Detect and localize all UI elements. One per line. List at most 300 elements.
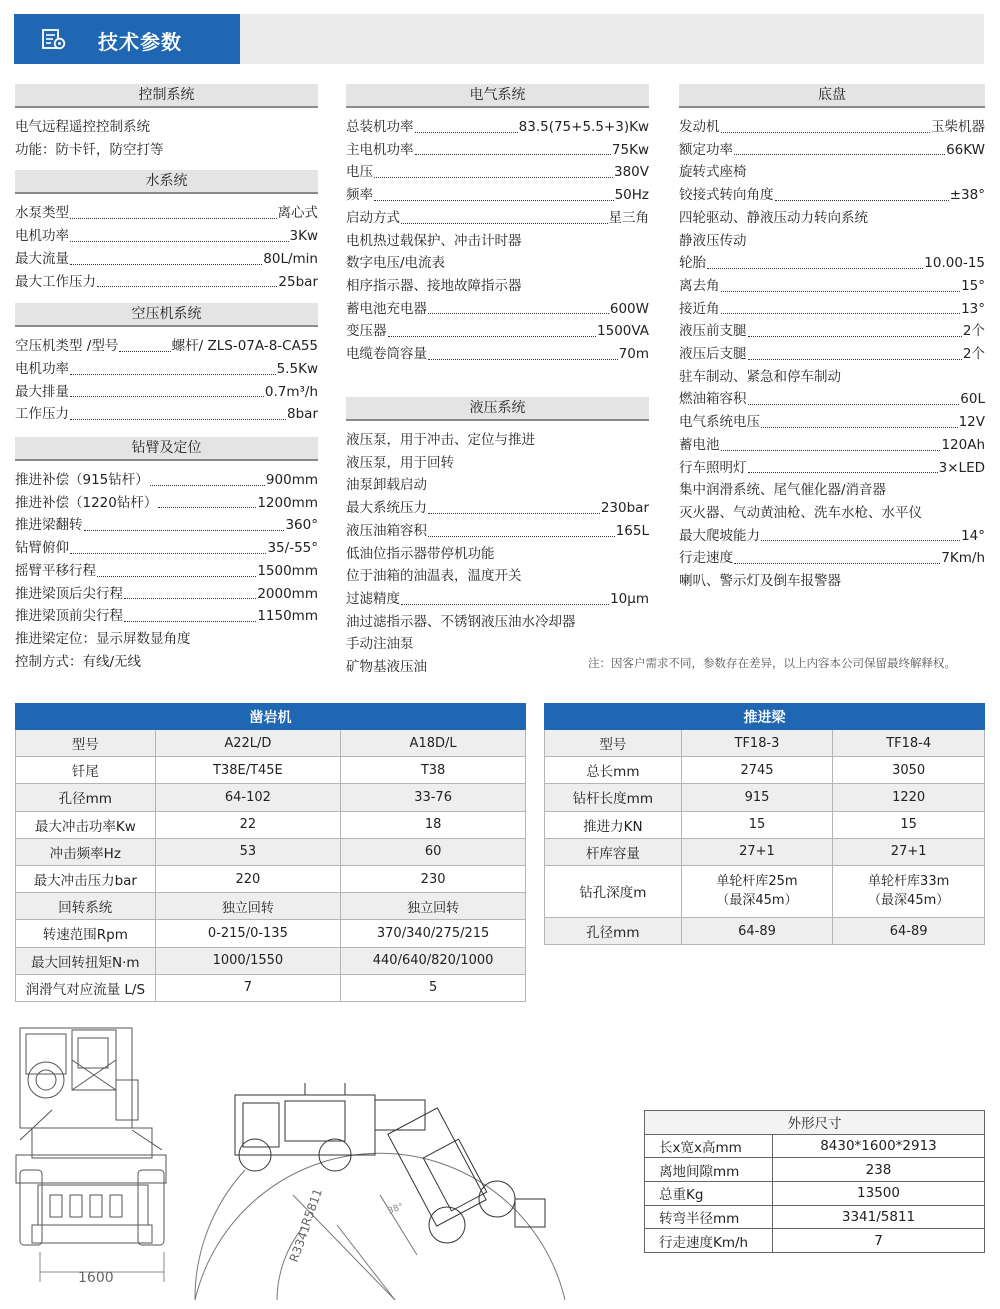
dot-leader [748, 343, 962, 360]
spec-row [679, 547, 985, 570]
chassis-rows [679, 116, 985, 593]
dot-leader [70, 403, 286, 420]
spec-row [679, 366, 985, 389]
spec-value: 0.7m³/h [264, 383, 318, 400]
spec-value: 360° [285, 517, 318, 534]
spec-label: 液压油箱容积 [346, 522, 427, 539]
table-row [545, 730, 985, 757]
dot-leader [158, 492, 256, 509]
spec-label: 推进梁翻转 [15, 517, 83, 534]
spec-label: 摇臂平移行程 [15, 562, 96, 579]
spec-row [679, 434, 985, 457]
spec-value: 1150mm [257, 608, 318, 625]
spec-label: 行车照明灯 [679, 459, 747, 476]
dot-leader [70, 381, 264, 398]
spec-label: 液压后支腿 [679, 346, 747, 363]
row-header-cell: 钻孔深度m [545, 865, 682, 917]
electrical-section-title: 电气系统 [346, 84, 649, 108]
spec-value: 165L [615, 522, 649, 539]
spec-label: 相序指示器、接地故障指示器 [346, 277, 522, 294]
spec-value: 12V [958, 414, 985, 431]
row-header-cell: 杆库容量 [545, 838, 682, 865]
spec-label: 电压 [346, 164, 373, 181]
value-cell: TF18-3 [681, 730, 833, 757]
spec-label: 液压泵，用于回转 [346, 454, 454, 471]
table-row [545, 757, 985, 784]
dot-leader [748, 320, 962, 337]
dot-leader [748, 388, 960, 405]
row-header-cell: 转速范围Rpm [16, 920, 156, 947]
spec-value: 星三角 [608, 209, 649, 226]
spec-row [679, 298, 985, 321]
dot-leader [97, 271, 277, 288]
spec-row [679, 502, 985, 525]
dot-leader [124, 583, 256, 600]
spec-label: 蓄电池充电器 [346, 300, 427, 317]
spec-label: 轮胎 [679, 255, 706, 272]
table-row [16, 947, 526, 974]
value-cell: 单轮杆库25m （最深45m） [681, 865, 833, 917]
spec-label: 电气系统电压 [679, 414, 760, 431]
table-row [16, 974, 526, 1001]
value-cell: 5 [341, 974, 526, 1001]
spec-label: 启动方式 [346, 209, 400, 226]
dot-leader [761, 525, 960, 542]
spec-label: 液压前支腿 [679, 323, 747, 340]
spec-row [346, 633, 649, 656]
spec-line: 推进梁定位：显示屏数显角度 [15, 630, 191, 647]
dot-leader [707, 252, 923, 269]
row-header-cell: 孔径mm [545, 917, 682, 944]
value-cell: A18D/L [341, 730, 526, 757]
inner-radius-label: R3341 [286, 1222, 314, 1265]
spec-label: 最大流量 [15, 250, 69, 267]
dimensions-table [644, 1110, 985, 1253]
value-cell: 440/640/820/1000 [341, 947, 526, 974]
value-cell: 8430*1600*2913 [773, 1134, 985, 1158]
outer-radius-label: R5811 [298, 1186, 326, 1229]
spec-column-middle-lower [346, 397, 649, 679]
table-row [545, 838, 985, 865]
spec-row [15, 335, 318, 358]
spec-row [679, 525, 985, 548]
spec-row [15, 537, 318, 560]
spec-label: 油过滤指示器、不锈钢液压油水冷却器 [346, 613, 576, 630]
compressor-rows [15, 335, 318, 426]
row-header-cell: 润滑气对应流量 L/S [16, 974, 156, 1001]
value-cell: 1220 [833, 784, 985, 811]
spec-row [346, 474, 649, 497]
spec-row [346, 298, 649, 321]
spec-label: 水泵类型 [15, 205, 69, 222]
spec-row [346, 252, 649, 275]
spec-label: 过滤精度 [346, 590, 400, 607]
dot-leader [84, 514, 285, 531]
spec-row [346, 230, 649, 253]
spec-label: 集中润滑系统、尾气催化器/消音器 [679, 482, 887, 499]
spec-label: 工作压力 [15, 406, 69, 423]
spec-label: 推进梁顶后尖行程 [15, 585, 123, 602]
spec-label: 变压器 [346, 323, 387, 340]
value-cell: 27+1 [681, 838, 833, 865]
spec-row [15, 583, 318, 606]
row-header-cell: 冲击频率Hz [16, 838, 156, 865]
spec-value: 13° [961, 300, 985, 317]
value-cell: 53 [155, 838, 341, 865]
control-lines [15, 116, 318, 161]
dot-leader [428, 497, 600, 514]
hydraulic-section-title: 液压系统 [346, 397, 649, 421]
dot-leader [401, 207, 608, 224]
spec-row [15, 403, 318, 426]
hydraulic-rows [346, 429, 649, 679]
spec-label: 接近角 [679, 300, 720, 317]
spec-value: 10.00-15 [924, 255, 985, 272]
spec-label: 发动机 [679, 119, 720, 135]
value-cell: 2745 [681, 757, 833, 784]
spec-value: 380V [613, 164, 649, 181]
dot-leader [374, 161, 613, 178]
spec-value: 2000mm [257, 585, 318, 602]
spec-label: 蓄电池 [679, 436, 720, 453]
spec-column-right [679, 84, 985, 593]
spec-row [15, 225, 318, 248]
spec-label: 低油位指示器带停机功能 [346, 545, 495, 562]
spec-row [679, 207, 985, 230]
spec-label: 电机热过载保护、冲击计时器 [346, 232, 522, 249]
rock-drill-table-title: 凿岩机 [16, 704, 526, 730]
spec-row [15, 271, 318, 294]
spec-value: 2个 [962, 323, 985, 340]
spec-row [346, 320, 649, 343]
spec-row [346, 497, 649, 520]
value-cell: 238 [773, 1158, 985, 1182]
spec-row [15, 381, 318, 404]
dot-leader [415, 139, 611, 156]
control-section-title: 控制系统 [15, 84, 318, 108]
feed-beam-table [544, 703, 985, 945]
row-header-cell: 长x宽x高mm [645, 1134, 773, 1158]
spec-row [15, 202, 318, 225]
spec-label: 静液压传动 [679, 232, 747, 249]
row-header-cell: 最大回转扭矩N·m [16, 947, 156, 974]
page-title: 技术参数 [98, 30, 182, 54]
dot-leader [428, 298, 609, 315]
spec-row [346, 588, 649, 611]
spec-label: 灭火器、气动黄油枪、洗车水枪、水平仪 [679, 504, 922, 521]
dot-leader [70, 358, 276, 375]
dot-leader [734, 139, 945, 156]
spec-row [346, 520, 649, 543]
spec-row [679, 457, 985, 480]
value-cell: 独立回转 [155, 893, 341, 920]
dot-leader [70, 202, 277, 219]
spec-label: 喇叭、警示灯及倒车报警器 [679, 573, 841, 590]
value-cell: 0-215/0-135 [155, 920, 341, 947]
dot-leader [388, 320, 597, 337]
table-row [645, 1182, 985, 1206]
spec-row [346, 611, 649, 634]
table-row [545, 917, 985, 944]
chassis-section-title: 底盘 [679, 84, 985, 108]
spec-value: ±38° [949, 187, 985, 204]
value-cell: 1000/1550 [155, 947, 341, 974]
value-cell: 220 [155, 865, 341, 892]
spec-row [679, 252, 985, 275]
value-cell: 15 [681, 811, 833, 838]
spec-label: 铰接式转向角度 [679, 187, 774, 204]
spec-row [679, 343, 985, 366]
spec-row [346, 565, 649, 588]
dot-leader [734, 547, 940, 564]
value-cell: 60 [341, 838, 526, 865]
table-row [545, 784, 985, 811]
spec-value: 3Kw [289, 228, 318, 245]
row-header-cell: 转弯半径mm [645, 1205, 773, 1229]
value-cell: 230 [341, 865, 526, 892]
water-section-title: 水系统 [15, 170, 318, 194]
electrical-rows [346, 116, 649, 366]
spec-value: 230bar [600, 500, 649, 517]
row-header-cell: 行走速度Km/h [645, 1229, 773, 1253]
spec-value: 8bar [287, 406, 318, 423]
spec-value: 离心式 [277, 205, 318, 222]
spec-label: 最大排量 [15, 383, 69, 400]
table-row [16, 730, 526, 757]
table-row [16, 811, 526, 838]
row-header-cell: 孔径mm [16, 784, 156, 811]
spec-label: 燃油箱容积 [679, 391, 747, 408]
value-cell: 7 [155, 974, 341, 1001]
spec-label: 钻臂俯仰 [15, 540, 69, 557]
value-cell: A22L/D [155, 730, 341, 757]
spec-row [346, 161, 649, 184]
dot-leader [70, 225, 289, 242]
water-rows [15, 202, 318, 293]
row-header-cell: 离地间隙mm [645, 1158, 773, 1182]
dot-leader [70, 248, 262, 265]
rock-drill-table [15, 703, 526, 1002]
dot-leader [428, 343, 618, 360]
spec-value: 25bar [278, 273, 318, 290]
spec-label: 电机功率 [15, 228, 69, 245]
spec-label: 主电机功率 [346, 141, 414, 158]
spec-line: 控制方式：有线/无线 [15, 653, 142, 670]
spec-row [346, 343, 649, 366]
value-cell: T38E/T45E [155, 757, 341, 784]
spec-value: 14° [961, 527, 985, 544]
spec-row [15, 358, 318, 381]
spec-line: 电气远程遥控控制系统 [15, 119, 150, 135]
row-header-cell: 钎尾 [16, 757, 156, 784]
spec-label: 行走速度 [679, 550, 733, 567]
value-cell: 22 [155, 811, 341, 838]
spec-label: 四轮驱动、静液压动力转向系统 [679, 209, 868, 226]
spec-value: 1500VA [597, 323, 649, 340]
spec-row [15, 469, 318, 492]
spec-label: 最大工作压力 [15, 273, 96, 290]
turning-radius-drawing [185, 1075, 585, 1300]
spec-value: 70m [618, 346, 649, 363]
spec-label: 空压机类型 /型号 [15, 338, 119, 355]
dot-leader [428, 520, 615, 537]
boom-rows [15, 469, 318, 673]
spec-label: 额定功率 [679, 141, 733, 158]
value-cell: 64-89 [681, 917, 833, 944]
spec-value: 50Hz [614, 187, 649, 204]
spec-value: 5.5Kw [276, 360, 318, 377]
spec-value: 80L/min [263, 250, 318, 267]
row-header-cell: 最大冲击功率Kw [16, 811, 156, 838]
spec-label: 电机功率 [15, 360, 69, 377]
row-header-cell: 推进力KN [545, 811, 682, 838]
spec-label: 最大爬坡能力 [679, 527, 760, 544]
table-row [16, 838, 526, 865]
spec-label: 矿物基液压油 [346, 659, 427, 676]
value-cell: 33-76 [341, 784, 526, 811]
dot-leader [721, 434, 941, 451]
spec-row [15, 560, 318, 583]
spec-value: 玉柴机器 [931, 119, 985, 135]
spec-row [346, 543, 649, 566]
row-header-cell: 总长mm [545, 757, 682, 784]
dot-leader [124, 605, 256, 622]
spec-value: 3×LED [938, 459, 985, 476]
spec-row [679, 139, 985, 162]
spec-row [346, 452, 649, 475]
spec-row [679, 388, 985, 411]
value-cell: 15 [833, 811, 985, 838]
machine-front-view-drawing [12, 1020, 172, 1290]
value-cell: 3341/5811 [773, 1205, 985, 1229]
spec-value: 7Km/h [941, 550, 985, 567]
spec-value: 1200mm [257, 494, 318, 511]
table-row [545, 865, 985, 917]
compressor-section-title: 空压机系统 [15, 303, 318, 327]
disclaimer-note: 注：因客户需求不同，参数存在差异，以上内容本公司保留最终解释权。 [588, 656, 956, 670]
spec-row [15, 605, 318, 628]
row-header-cell: 钻杆长度mm [545, 784, 682, 811]
dot-leader [415, 116, 518, 133]
value-cell: TF18-4 [833, 730, 985, 757]
row-header-cell: 回转系统 [16, 893, 156, 920]
dot-leader [748, 457, 938, 474]
spec-row [15, 248, 318, 271]
table-row [645, 1205, 985, 1229]
value-cell: 27+1 [833, 838, 985, 865]
dot-leader [374, 184, 614, 201]
table-row [645, 1158, 985, 1182]
spec-label: 总装机功率 [346, 119, 414, 135]
value-cell: 3050 [833, 757, 985, 784]
spec-row [346, 116, 649, 139]
dot-leader [721, 298, 961, 315]
spec-value: 15° [961, 277, 985, 294]
dimensions-table-title: 外形尺寸 [645, 1111, 985, 1135]
dot-leader [150, 469, 265, 486]
spec-label: 离去角 [679, 277, 720, 294]
dot-leader [119, 335, 170, 352]
value-cell: 18 [341, 811, 526, 838]
spec-row [679, 479, 985, 502]
spec-label: 液压泵，用于冲击、定位与推进 [346, 432, 535, 448]
spec-label: 位于油箱的油温表，温度开关 [346, 568, 522, 585]
spec-row [679, 320, 985, 343]
value-cell: 7 [773, 1229, 985, 1253]
spec-label: 油泵卸载启动 [346, 477, 427, 494]
spec-value: 900mm [265, 472, 318, 489]
spec-value: 2个 [962, 346, 985, 363]
value-cell: 64-102 [155, 784, 341, 811]
spec-label: 推进补偿（915钻杆） [15, 472, 149, 489]
spec-row [679, 570, 985, 593]
spec-row [679, 275, 985, 298]
spec-label: 最大系统压力 [346, 500, 427, 517]
spec-row [679, 411, 985, 434]
row-header-cell: 型号 [545, 730, 682, 757]
spec-sheet-icon [42, 28, 66, 50]
dot-leader [97, 560, 256, 577]
value-cell: 64-89 [833, 917, 985, 944]
spec-value: 1500mm [257, 562, 318, 579]
value-cell: T38 [341, 757, 526, 784]
dot-leader [721, 116, 931, 133]
value-cell: 370/340/275/215 [341, 920, 526, 947]
section-header [14, 14, 984, 64]
table-row [16, 757, 526, 784]
spec-row [346, 429, 649, 452]
angle-label: 38° [386, 1201, 406, 1217]
spec-row [679, 116, 985, 139]
value-cell: 独立回转 [341, 893, 526, 920]
dot-leader [775, 184, 949, 201]
dot-leader [721, 275, 961, 292]
table-row [545, 811, 985, 838]
spec-line: 功能：防卡钎，防空打等 [15, 141, 164, 158]
value-cell: 915 [681, 784, 833, 811]
spec-value: 35/-55° [267, 540, 318, 557]
spec-value: 83.5(75+5.5+3)Kw [518, 119, 649, 135]
spec-column-middle [346, 84, 649, 366]
spec-row [679, 161, 985, 184]
dot-leader [401, 588, 609, 605]
spec-value: 10μm [610, 590, 649, 607]
spec-row [346, 207, 649, 230]
spec-row [679, 230, 985, 253]
table-row [16, 893, 526, 920]
dot-leader [761, 411, 958, 428]
spec-row [15, 492, 318, 515]
spec-value: 120Ah [941, 436, 985, 453]
table-row [16, 784, 526, 811]
spec-row [346, 184, 649, 207]
row-header-cell: 总重Kg [645, 1182, 773, 1206]
spec-value: 螺杆/ ZLS-07A-8-CA55 [171, 338, 318, 355]
width-dimension-label: 1600 [78, 1270, 114, 1286]
spec-row [679, 184, 985, 207]
spec-label: 电缆卷筒容量 [346, 346, 427, 363]
spec-label: 旋转式座椅 [679, 164, 747, 181]
spec-value: 75Kw [611, 141, 649, 158]
value-cell: 13500 [773, 1182, 985, 1206]
table-row [16, 865, 526, 892]
spec-column-left [15, 84, 318, 673]
spec-value: 600W [609, 300, 649, 317]
spec-value: 66KW [946, 141, 985, 158]
spec-row [346, 275, 649, 298]
spec-label: 推进补偿（1220钻杆） [15, 494, 158, 511]
row-header-cell: 型号 [16, 730, 156, 757]
